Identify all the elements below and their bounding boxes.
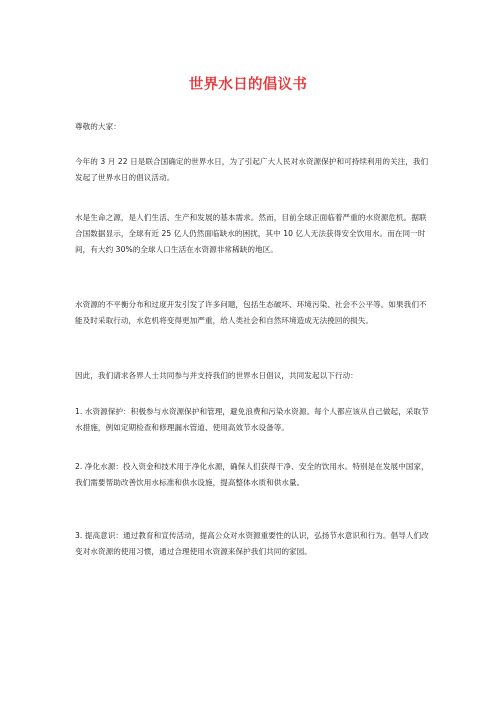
paragraph-water-crisis: 水是生命之源，是人们生活、生产和发展的基本需求。然而，目前全球正面临着严重的水资源危机。据联合国数据显示，全球有近 25 亿人仍然面临缺水的困扰，其中 10 亿人无法获得安全饮用水。而在同一时间，有大约 30%的全球人口生活在水资源非常稀缺的地区。 [75, 213, 427, 255]
greeting: 尊敬的大家： [75, 122, 121, 131]
paragraph-call-to-action: 因此，我们请求各界人士共同参与并支持我们的世界水日倡议，共同发起以下行动： [75, 371, 358, 380]
paragraph-intro: 今年的 3 月 22 日是联合国确定的世界水日，为了引起广大人民对水资源保护和可持续利用的关注，我们发起了世界水日的倡议活动。 [75, 157, 429, 183]
document-title: 世界水日的倡议书 [188, 77, 308, 93]
action-item-water-purification: 2. 净化水源：投入资金和技术用于净化水源，确保人们获得干净、安全的饮用水。特别是在发展中国家，我们需要帮助改善饮用水标准和供水设施，提高整体水质和供水量。 [75, 462, 429, 488]
action-item-water-protection: 1. 水资源保护：积极参与水资源保护和管理，避免浪费和污染水资源。每个人都应该从自己做起，采取节水措施，例如定期检查和修理漏水管道、使用高效节水设备等。 [75, 407, 429, 433]
action-item-awareness: 3. 提高意识：通过教育和宣传活动，提高公众对水资源重要性的认识，弘扬节水意识和行为。倡导人们改变对水资源的使用习惯，通过合理使用水资源来保护我们共同的家园。 [75, 531, 429, 557]
paragraph-problems: 水资源的不平衡分布和过度开发引发了许多问题，包括生态破坏、环境污染、社会不公平等。如果我们不能及时采取行动，水危机将变得更加严重，给人类社会和自然环境造成无法挽回的损失。 [75, 300, 427, 326]
